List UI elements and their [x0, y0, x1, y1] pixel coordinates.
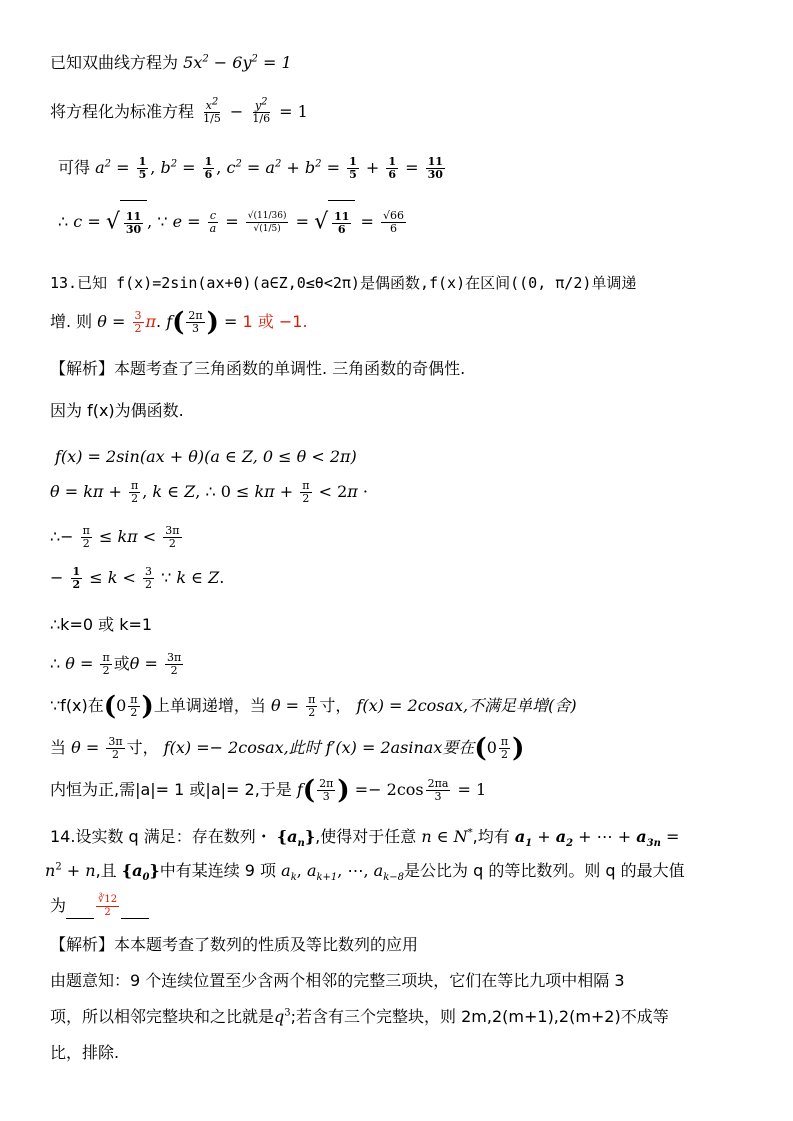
step-5: − $\frac{1}{2}$ ≤ k < $\frac{3}{2}$ ∵ k ∈ Z.	[50, 565, 225, 591]
step-7: ∴ θ = $\frac{\pi}{2}$ 或θ = $\frac{3\pi}{2}$	[50, 651, 182, 677]
step-9: 当 θ = $\frac{3\pi}{2}$ 寸， f(x) =− 2cosax,此时 f′(x) = 2asinax要在(0 $\frac{\pi}{2}$ )	[50, 733, 525, 764]
answer-14: $\frac{∛12}{2}$	[98, 894, 118, 918]
step-6: ∴k=0 或 k=1	[50, 615, 153, 634]
step-4: ∴− $\frac{\pi}{2}$ ≤ kπ < $\frac{3\pi}{2}$	[50, 524, 180, 550]
analysis-13: 【解析】本题考查了三角函数的单调性. 三角函数的奇偶性.	[50, 359, 466, 378]
step-8: ∵f(x)在(0 $\frac{\pi}{2}$ )上单调递增，当 θ = $\frac{\pi}{2}$ 寸， f(x) = 2cosax,不满足单增(舍)	[50, 691, 577, 722]
question-14-line1: 14.设实数 q 满足：存在数列・ $\{a_n\}$,使得对于任意 n ∈ N*,均有 $a_1 + a_2$ + ⋯ + $a_{3n}$ =	[50, 827, 680, 850]
para-3: 比，排除.	[50, 1043, 120, 1062]
question-13-line1	[50, 272, 636, 294]
line-hyperbola-eq	[50, 52, 292, 74]
line-abc: 可得 $a^2$ = $\frac{1}{5}$ , $b^2$ = $\frac{1}{6}$ , $c^2 = a^2 + b^2$ = $\frac{1}{5}$ + $\frac{1}{6}$ = $\frac{11}{30}$	[58, 155, 443, 181]
analysis-14: 【解析】本本题考查了数列的性质及等比数列的应用	[50, 935, 419, 954]
text: 可得	[58, 158, 91, 177]
text: 增. 则	[50, 312, 93, 331]
step-1: 因为 f(x)为偶函数.	[50, 401, 184, 420]
para-2: 项，所以相邻完整块和之比就是$q^3$;若含有三个完整块，则 2m,2(m+1),2(m+2)不成等	[50, 1007, 669, 1026]
question-14-line2: $n^2 + n$,且 $\{a_0\}$中有某连续 9 项 $a_k$, $a_{k+1}$, ⋯, $a_{k-8}$是公比为 q 的等比数列。则 q 的最大值	[45, 861, 685, 884]
fraction: $\frac{y^2}{1/6}$	[252, 96, 271, 125]
question-14-line3: 为 $\frac{∛12}{2}$	[50, 894, 149, 924]
line-standard-form: 将方程化为标准方程 $\frac{x^2}{1/5}$ − $\frac{y^2}{1/6}$ = 1	[50, 96, 308, 125]
line-eccentricity: ∴ c = √ $\frac{11}{30}$ , ∵ e = $\frac{c}{a}$ = $\frac{√(11/36)}{√(1/5)}$ = √ $\frac{11}{6}$ = $\frac{√66}{6}$	[58, 200, 408, 244]
step-3: θ = kπ + $\frac{\pi}{2}$ , k ∈ Z, ∴ 0 ≤ kπ + $\frac{\pi}{2}$ < 2π ·	[50, 479, 368, 505]
step-2: f(x) = 2sin(ax + θ)(a ∈ Z, 0 ≤ θ < 2π)	[55, 447, 357, 466]
para-1: 由题意知：9 个连续位置至少含两个相邻的完整三项块，它们在等比九项中相隔 3	[50, 971, 625, 990]
text: 将方程化为标准方程	[50, 102, 195, 121]
question-13-line2: 增. 则 θ = $\frac{3}{2}$ π. f( $\frac{2\pi}{3}$ ) = 1 或 −1.	[50, 307, 308, 338]
text: 已知双曲线方程为	[50, 53, 179, 72]
fraction: $\frac{x^2}{1/5}$	[203, 96, 221, 125]
equation: $5x^2 - 6y^2 = 1$	[183, 53, 292, 72]
answer: 1 或 −1.	[242, 312, 308, 331]
step-10: 内恒为正,需|a|= 1 或|a|= 2,于是 f( $\frac{2\pi}{3}$ ) =− 2cos $\frac{2\pi a}{3}$ = 1	[50, 775, 487, 806]
text: 13.已知 f(x)=2sin(ax+θ)(a∈Z,0≤θ<2π)是偶函数,f(x)在区间((0, π/2)单调递	[50, 274, 637, 292]
